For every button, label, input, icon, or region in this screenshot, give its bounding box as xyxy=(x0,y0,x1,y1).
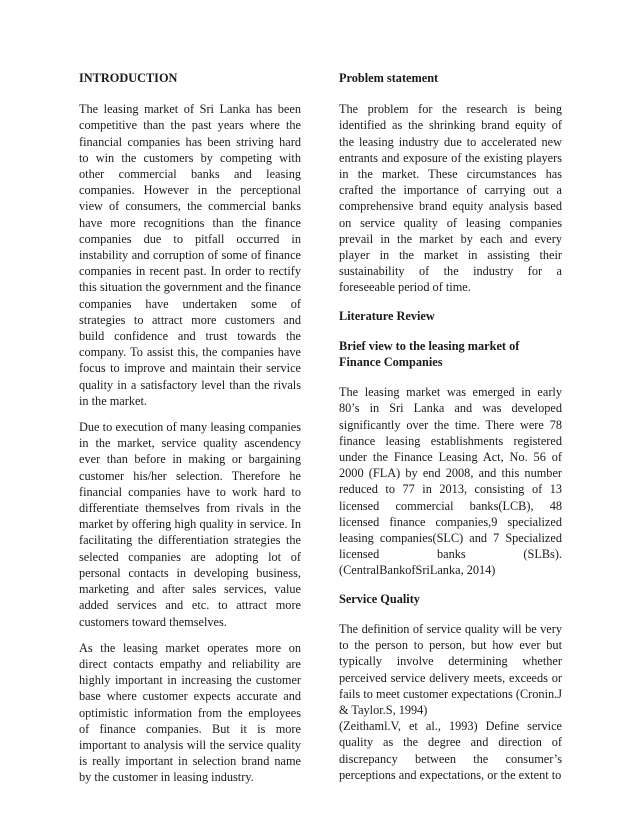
service-quality-text-2: (Zeithaml.V, et al., 1993) Define service quality as the degree and direction of discrepancy between the consumer’s perceptions and expectations, or the extent to xyxy=(339,719,562,782)
service-quality-text-1: The definition of service quality will be very to the person to person, but how ever but typically involve determining whether perceived service delivery meets, exceeds or fails to meet customer expectations (Cronin.J & Taylor.S, 1994) xyxy=(339,621,562,717)
service-quality-heading: Service Quality xyxy=(339,591,420,606)
right-column xyxy=(339,70,562,793)
intro-paragraph-3: As the leasing market operates more on direct contacts empathy and reliability are highly important in increasing the customer base where customer expects accurate and optimistic information from the employees of finance companies. But it is more important to analysis will the service quality is really important in selection brand name by the customer in leasing industry. xyxy=(79,640,301,785)
left-column xyxy=(79,70,301,796)
intro-paragraph-1: The leasing market of Sri Lanka has been competitive than the past years where the financial companies has been striving hard to win the customers by competing with other commercial banks and leasing companies. However in the perceptional view of consumers, the commercial banks have more recognitions than the finance companies due to pitfall occurred in instability and corruption of some of finance companies in recent past. In order to rectify this situation the government and the finance companies have undertaken some of strategies to attract more customers and build confidence and trust towards the company. To assist this, the companies have focus to improve and maintain their service quality in a satisfactory level than the rivals in the market. xyxy=(79,102,301,408)
brief-view-heading: Brief view to the leasing market of Finance Companies xyxy=(339,338,520,370)
literature-review-heading: Literature Review xyxy=(339,308,435,323)
introduction-heading: INTRODUCTION xyxy=(79,71,178,85)
brief-view-text: The leasing market was emerged in early 80’s in Sri Lanka and was developed significantly over the time. There were 78 finance leasing establishments registered under the Finance Leasing Act, No. 56 of 2000 (FLA) by end 2008, and this number reduced to 77 in 2013, consisting of 13 licensed commercial banks(LCB), 48 licensed finance companies,9 specialized leasing companies(SLC) and 7 Specialized licensed banks (SLBs). (CentralBankofSriLanka, 2014) xyxy=(339,385,562,578)
problem-statement-text: The problem for the research is being identified as the shrinking brand equity of the leasing industry due to accelerated new entrants and exposure of the existing players in the market. These circumstances has crafted the importance of carrying out a comprehensive brand equity analysis based on service quality of leasing companies prevail in the market by each and every player in the market in assisting their sustainability of the industry for a foreseeable period of time. xyxy=(339,102,562,295)
intro-paragraph-2: Due to execution of many leasing companies in the market, service quality ascendency ever than before in making or bargaining customer his/her selection. Therefore he financial companies have to work hard to differentiate themselves from rivals in the market by offering high quality in service. In facilitating the differentiation strategies the selected companies are adopting lot of personal contacts in developing business, marketing and after sales services, value added services and etc. to attract more customers toward themselves. xyxy=(79,420,301,629)
problem-statement-heading: Problem statement xyxy=(339,71,439,85)
